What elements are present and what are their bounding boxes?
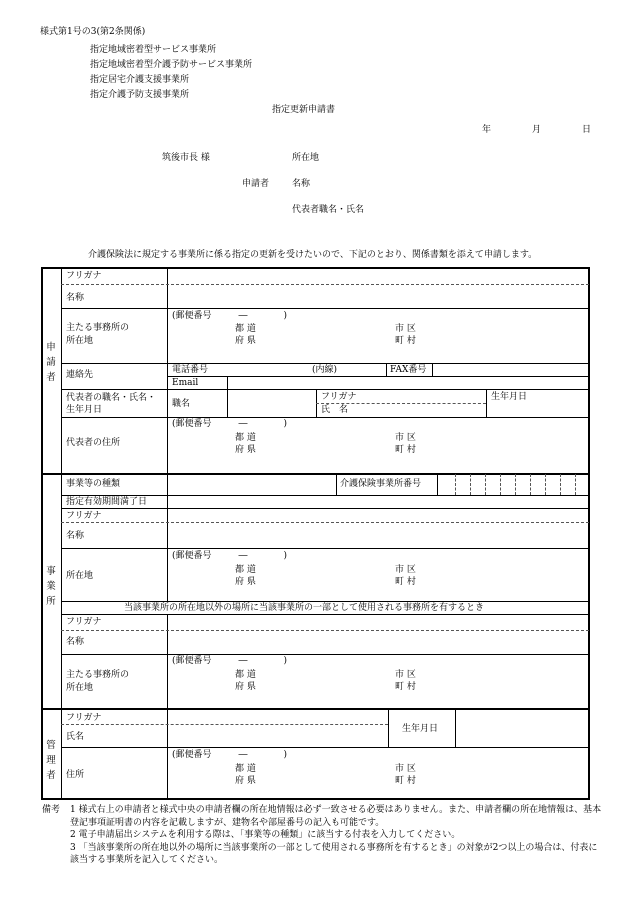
- rep-shiku: 市 区: [395, 433, 416, 443]
- office-fuken: 府 県: [235, 577, 256, 587]
- sub-office-todo: 都 道: [235, 670, 256, 680]
- office-shiku: 市 区: [395, 565, 416, 575]
- date-month: 月: [532, 125, 542, 135]
- rep-fullname-label: 氏 名: [321, 405, 349, 415]
- business-type-label: 事業等の種類: [66, 479, 121, 489]
- rep-fuken: 府 県: [235, 445, 256, 455]
- applicant-postal-label: (郵便番号 ― ): [172, 311, 288, 321]
- applicant-fuken: 府 県: [235, 336, 256, 346]
- manager-address-label: 住所: [66, 770, 85, 780]
- rep-postal-label: (郵便番号 ― ): [172, 419, 288, 429]
- note-1-text: 1 様式右上の申請者と様式中央の申請者欄の所在地情報は必ず一致させる必要はありません。また、申請者欄の所在地情報は、基本登記事項証明書の内容を記載しますが、建物名や部屋番号の記入も可能です。: [70, 805, 602, 828]
- business-type-2: 指定地域密着型介護予防サービス事業所: [90, 60, 253, 70]
- note-1: [42, 804, 602, 829]
- rep-address-label: 代表者の住所: [66, 438, 121, 448]
- manager-chouson: 町 村: [395, 776, 416, 786]
- note-3: [42, 842, 602, 867]
- email-label: Email: [172, 378, 199, 388]
- rep-furigana-label: フリガナ: [321, 392, 357, 402]
- note-3-text: 3 「当該事業所の所在地以外の場所に当該事業所の一部として使用される事務所を有するとき」の対象が2つ以上の場合は、付表に該当する事業所を記入してください。: [70, 842, 598, 865]
- header-address-label: 所在地: [292, 153, 320, 163]
- sub-office-main-label: 主たる事務所の: [66, 670, 130, 680]
- business-type-1: 指定地域密着型サービス事業所: [90, 45, 217, 55]
- form-number: 様式第1号の3(第2条関係): [40, 27, 146, 37]
- office-location-label: 所在地: [66, 571, 94, 581]
- applicant-todo: 都 道: [235, 324, 256, 334]
- rep-todo: 都 道: [235, 433, 256, 443]
- office-name-label: 名称: [66, 531, 85, 541]
- sub-office-main-label-2: 所在地: [66, 683, 94, 693]
- note-2: [42, 829, 602, 842]
- office-chouson: 町 村: [395, 577, 416, 587]
- business-type-3: 指定居宅介護支援事業所: [90, 75, 190, 85]
- manager-todo: 都 道: [235, 764, 256, 774]
- form-title: 指定更新申請書: [272, 105, 336, 115]
- extension-label: (内線): [312, 365, 338, 375]
- applicant-chouson: 町 村: [395, 336, 416, 346]
- manager-furigana-label: フリガナ: [66, 713, 102, 723]
- sub-office-postal-label: (郵便番号 ― ): [172, 656, 288, 666]
- notes-heading: 備考: [42, 805, 61, 815]
- fax-label: FAX番号: [390, 365, 427, 375]
- notes: [42, 804, 602, 867]
- header-representative-label: 代表者職名・氏名: [292, 205, 365, 215]
- office-postal-label: (郵便番号 ― ): [172, 551, 288, 561]
- applicant-name-label: 名称: [66, 293, 85, 303]
- phone-label: 電話番号: [172, 365, 209, 375]
- manager-name-label: 氏名: [66, 732, 85, 742]
- rep-birthdate-label: 生年月日: [491, 392, 528, 402]
- recipient: 筑後市長 様: [162, 153, 210, 163]
- manager-birthdate-label: 生年月日: [402, 724, 439, 734]
- section-applicant: 申請者: [46, 342, 56, 383]
- intro-text: 介護保険法に規定する事業所に係る指定の更新を受けたいので、下記のとおり、関係書類を添えて申請します。: [88, 250, 538, 260]
- office-furigana-label: フリガナ: [66, 511, 102, 521]
- sub-office-fuken: 府 県: [235, 682, 256, 692]
- date-year: 年: [482, 125, 492, 135]
- office-todo: 都 道: [235, 565, 256, 575]
- section-office: 事業所: [46, 566, 56, 607]
- manager-postal-label: (郵便番号 ― ): [172, 750, 288, 760]
- header-applicant-label: 申請者: [242, 179, 270, 189]
- note-2-text: 2 電子申請届出システムを利用する際は、「事業等の種類」に該当する付表を入力してください。: [70, 830, 461, 840]
- expiry-label: 指定有効期間満了日: [66, 497, 148, 507]
- sub-office-name-label: 名称: [66, 637, 85, 647]
- sub-office-chouson: 町 村: [395, 682, 416, 692]
- header-name-label: 名称: [292, 179, 311, 189]
- applicant-main-office-label-2: 所在地: [66, 336, 94, 346]
- manager-fuken: 府 県: [235, 776, 256, 786]
- sub-office-shiku: 市 区: [395, 670, 416, 680]
- rep-chouson: 町 村: [395, 445, 416, 455]
- sub-office-furigana-label: フリガナ: [66, 617, 102, 627]
- other-office-note: 当該事業所の所在地以外の場所に当該事業所の一部として使用される事務所を有するとき: [124, 603, 485, 613]
- applicant-shiku: 市 区: [395, 324, 416, 334]
- applicant-furigana-label: フリガナ: [66, 271, 102, 281]
- rep-info-label-2: 生年月日: [66, 405, 103, 415]
- insurance-number-label: 介護保険事業所番号: [340, 479, 422, 489]
- form-table: [41, 267, 590, 800]
- contact-label: 連絡先: [66, 370, 94, 380]
- date-day: 日: [582, 125, 592, 135]
- applicant-main-office-label: 主たる事務所の: [66, 323, 130, 333]
- manager-shiku: 市 区: [395, 764, 416, 774]
- section-manager: 管理者: [46, 740, 56, 781]
- rep-info-label: 代表者の職名・氏名・: [66, 393, 157, 403]
- business-type-4: 指定介護予防支援事業所: [90, 90, 190, 100]
- position-label: 職名: [172, 399, 191, 409]
